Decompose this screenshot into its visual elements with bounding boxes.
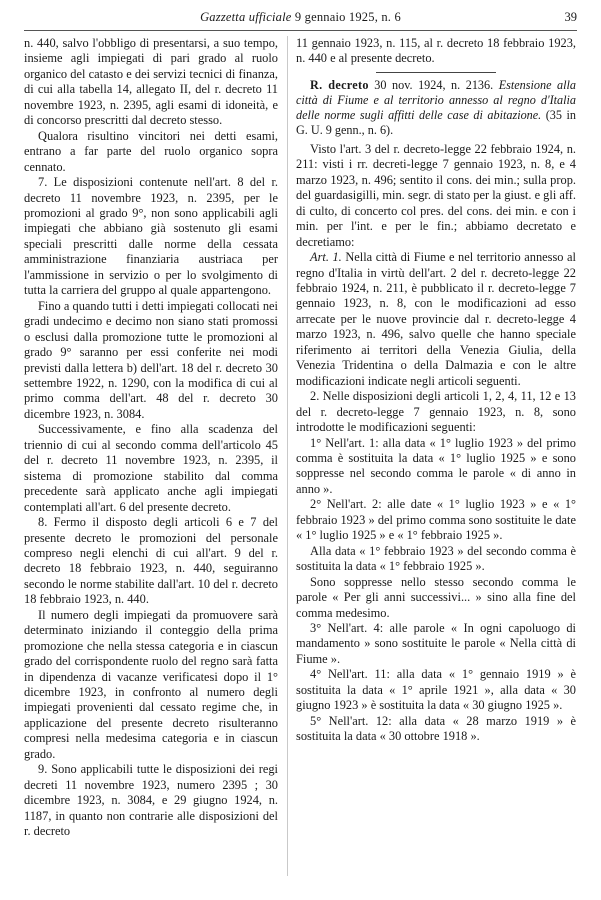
- article-1: [296, 250, 576, 389]
- column-divider: [287, 36, 288, 876]
- gazette-issue: 9 gennaio 1925, n. 6: [291, 10, 401, 24]
- paragraph: 8. Fermo il disposto degli articoli 6 e 7 del presente decreto le promozioni del personale compreso negli elenchi di cui all'art. 9 del r. decreto 18 febbraio 1923, n. 440, seguiranno secondo le norme stabilite dall'art. 10 del r. decreto 18 febbraio 1923, n. 440.: [24, 515, 278, 607]
- paragraph: Fino a quando tutti i detti impiegati collocati nei gradi undecimo e decimo non siano stati promossi o esclusi dalla promozione tutte le promozioni al grado 9° saranno per essi conferite nei modi previsti dalla lettera b) dell'art. 18 del r. decreto 30 settembre 1922, n. 1290, con la modifica di cui al primo comma dell'art. 48 del r. decreto 30 dicembre 1923, n. 3084.: [24, 298, 278, 421]
- paragraph: 9. Sono applicabili tutte le disposizioni dei regi decreti 11 novembre 1923, numero 2395 ; 30 dicembre 1923, n. 3084, e 29 giugno 1924, n. 1187, in quanto non contrarie alle disposizioni del r. decreto: [24, 762, 278, 839]
- decree-title: [296, 78, 576, 138]
- right-column: [296, 36, 576, 878]
- paragraph: Il numero degli impiegati da promuovere sarà determinato iniziando il conteggio della prima promozione che nella stessa categoria e in ciascun grado del corrispondente ruolo del regno sarà fatta in dipendenza di vacanze verificatesi dopo il 1° dicembre 1923, in confronto al numero degli impiegati provenienti dal cessato regime che, in applicazione del presente decreto risulteranno compresi nella medesima categoria e in ciascun grado.: [24, 607, 278, 761]
- paragraph: Qualora risultino vincitori nei detti esami, entrano a far parte del ruolo organico sopra cennato.: [24, 128, 278, 174]
- list-item: Alla data « 1° febbraio 1923 » del secondo comma è sostituita la data « 1° febbraio 1925 ».: [296, 543, 576, 574]
- left-column: [24, 36, 278, 878]
- paragraph: 7. Le disposizioni contenute nell'art. 8 del r. decreto 11 novembre 1923, n. 2395, per le promozioni al grado 9°, non sono applicabili agli impiegati che abbiano già sostenuto gli esami speciali prescritti dalle norme della cessata amministrazione finanziaria austriaca per l'ammissione in servizio o per lo svolgimento di tutta la carriera del gruppo al quale appartengono.: [24, 175, 278, 298]
- section-rule: [376, 72, 496, 73]
- article-text: Nella città di Fiume e nel territorio annesso al regno d'Italia in virtù dell'art. 2 del r. decreto-legge 22 febbraio 1924, n. 211, è pubblicato il r. decreto-legge 7 gennaio 1923, n. 8, con le modificazioni ad esso arrecate per le nuove provincie dal r. decreto-legge 4 marzo 1923, n. 496, salvo quelle che hanno speciale riferimento ai territori della Venezia Giulia, della Venezia Tridentina o della Dalmazia e con le altre modificazioni indicate negli articoli seguenti.: [296, 250, 576, 388]
- list-item: 4° Nell'art. 11: alla data « 1° gennaio 1919 » è sostituita la data « 1° aprile 1921 », alla data « 30 giugno 1923 » è sostituita la data « 30 giugno 1925 ».: [296, 667, 576, 713]
- list-item: Sono soppresse nello stesso secondo comma le parole « Per gli anni successivi... » sino alla fine del comma medesimo.: [296, 574, 576, 620]
- article-2-intro: 2. Nelle disposizioni degli articoli 1, 2, 4, 11, 12 e 13 del r. decreto-legge 7 gennaio 1923, n. 8, sono introdotte le modificazioni seguenti:: [296, 389, 576, 435]
- article-label: Art. 1.: [310, 250, 342, 265]
- paragraph: 11 gennaio 1923, n. 115, al r. decreto 18 febbraio 1923, n. 440 e al presente decreto.: [296, 36, 576, 66]
- decree-publication: (35 in G. U. 9 genn., n. 6).: [296, 107, 576, 137]
- list-item: 5° Nell'art. 12: alla data « 28 marzo 1919 » è sostituita la data « 30 ottobre 1918 ».: [296, 713, 576, 744]
- list-item: 3° Nell'art. 4: alle parole « In ogni capoluogo di mandamento » sono sostituite le parole « Nella città di Fiume ».: [296, 620, 576, 666]
- paragraph: Successivamente, e fino alla scadenza del triennio di cui al secondo comma dell'articolo 45 del r. decreto 11 novembre 1923, n. 2395, il sistema di promozione stabilito dal comma precedente sarà applicato anche agli impiegati contemplati all'art. 6 del presente decreto.: [24, 422, 278, 514]
- header-rule: [24, 30, 577, 31]
- preamble: Visto l'art. 3 del r. decreto-legge 22 febbraio 1924, n. 211: visti i rr. decreti-legge 7 gennaio 1923, n. 8, e 4 marzo 1923, n. 496; sentito il cons. dei min.; sulla prop. del guardasigilli, min. segr. di stato per la giust. e gli aff. di culto, di concerto col pres. del cons. dei min. e con i min. per l'int. e per le fin.; abbiamo decretato e decretiamo:: [296, 141, 576, 249]
- list-item: 1° Nell'art. 1: alla data « 1° luglio 1923 » del primo comma è sostituita la data « 1° luglio 1925 » e sono soppresse nel secondo comma le parole « di anno in anno ».: [296, 435, 576, 496]
- decree-subject: Estensione alla città di Fiume e al territorio annesso al regno d'Italia delle norme sugli affitti delle case di abitazione.: [296, 77, 576, 122]
- page-number: 39: [564, 10, 577, 24]
- paragraph: n. 440, salvo l'obbligo di presentarsi, a suo tempo, insieme agli impiegati di pari grado al ruolo organico del catasto e dei servizi tecnici di finanza, di cui alla tabella 14, allegato II, del r. decreto 11 novembre 1923, n. 2395, agli esami di idoneità, e di concorso prescritti dal decreto stesso.: [24, 36, 278, 128]
- decree-date-number: 30 nov. 1924, n. 2136.: [368, 77, 499, 92]
- list-item: 2° Nell'art. 2: alle date « 1° luglio 1923 » e « 1° febbraio 1923 » del primo comma sono sostituite le date « 1° luglio 1925 » e « 1° febbraio 1925 ».: [296, 497, 576, 543]
- gazette-name: Gazzetta ufficiale: [200, 10, 292, 24]
- decree-lead: R. decreto: [310, 77, 369, 92]
- page-header: [24, 10, 577, 30]
- gazette-title: [24, 10, 577, 25]
